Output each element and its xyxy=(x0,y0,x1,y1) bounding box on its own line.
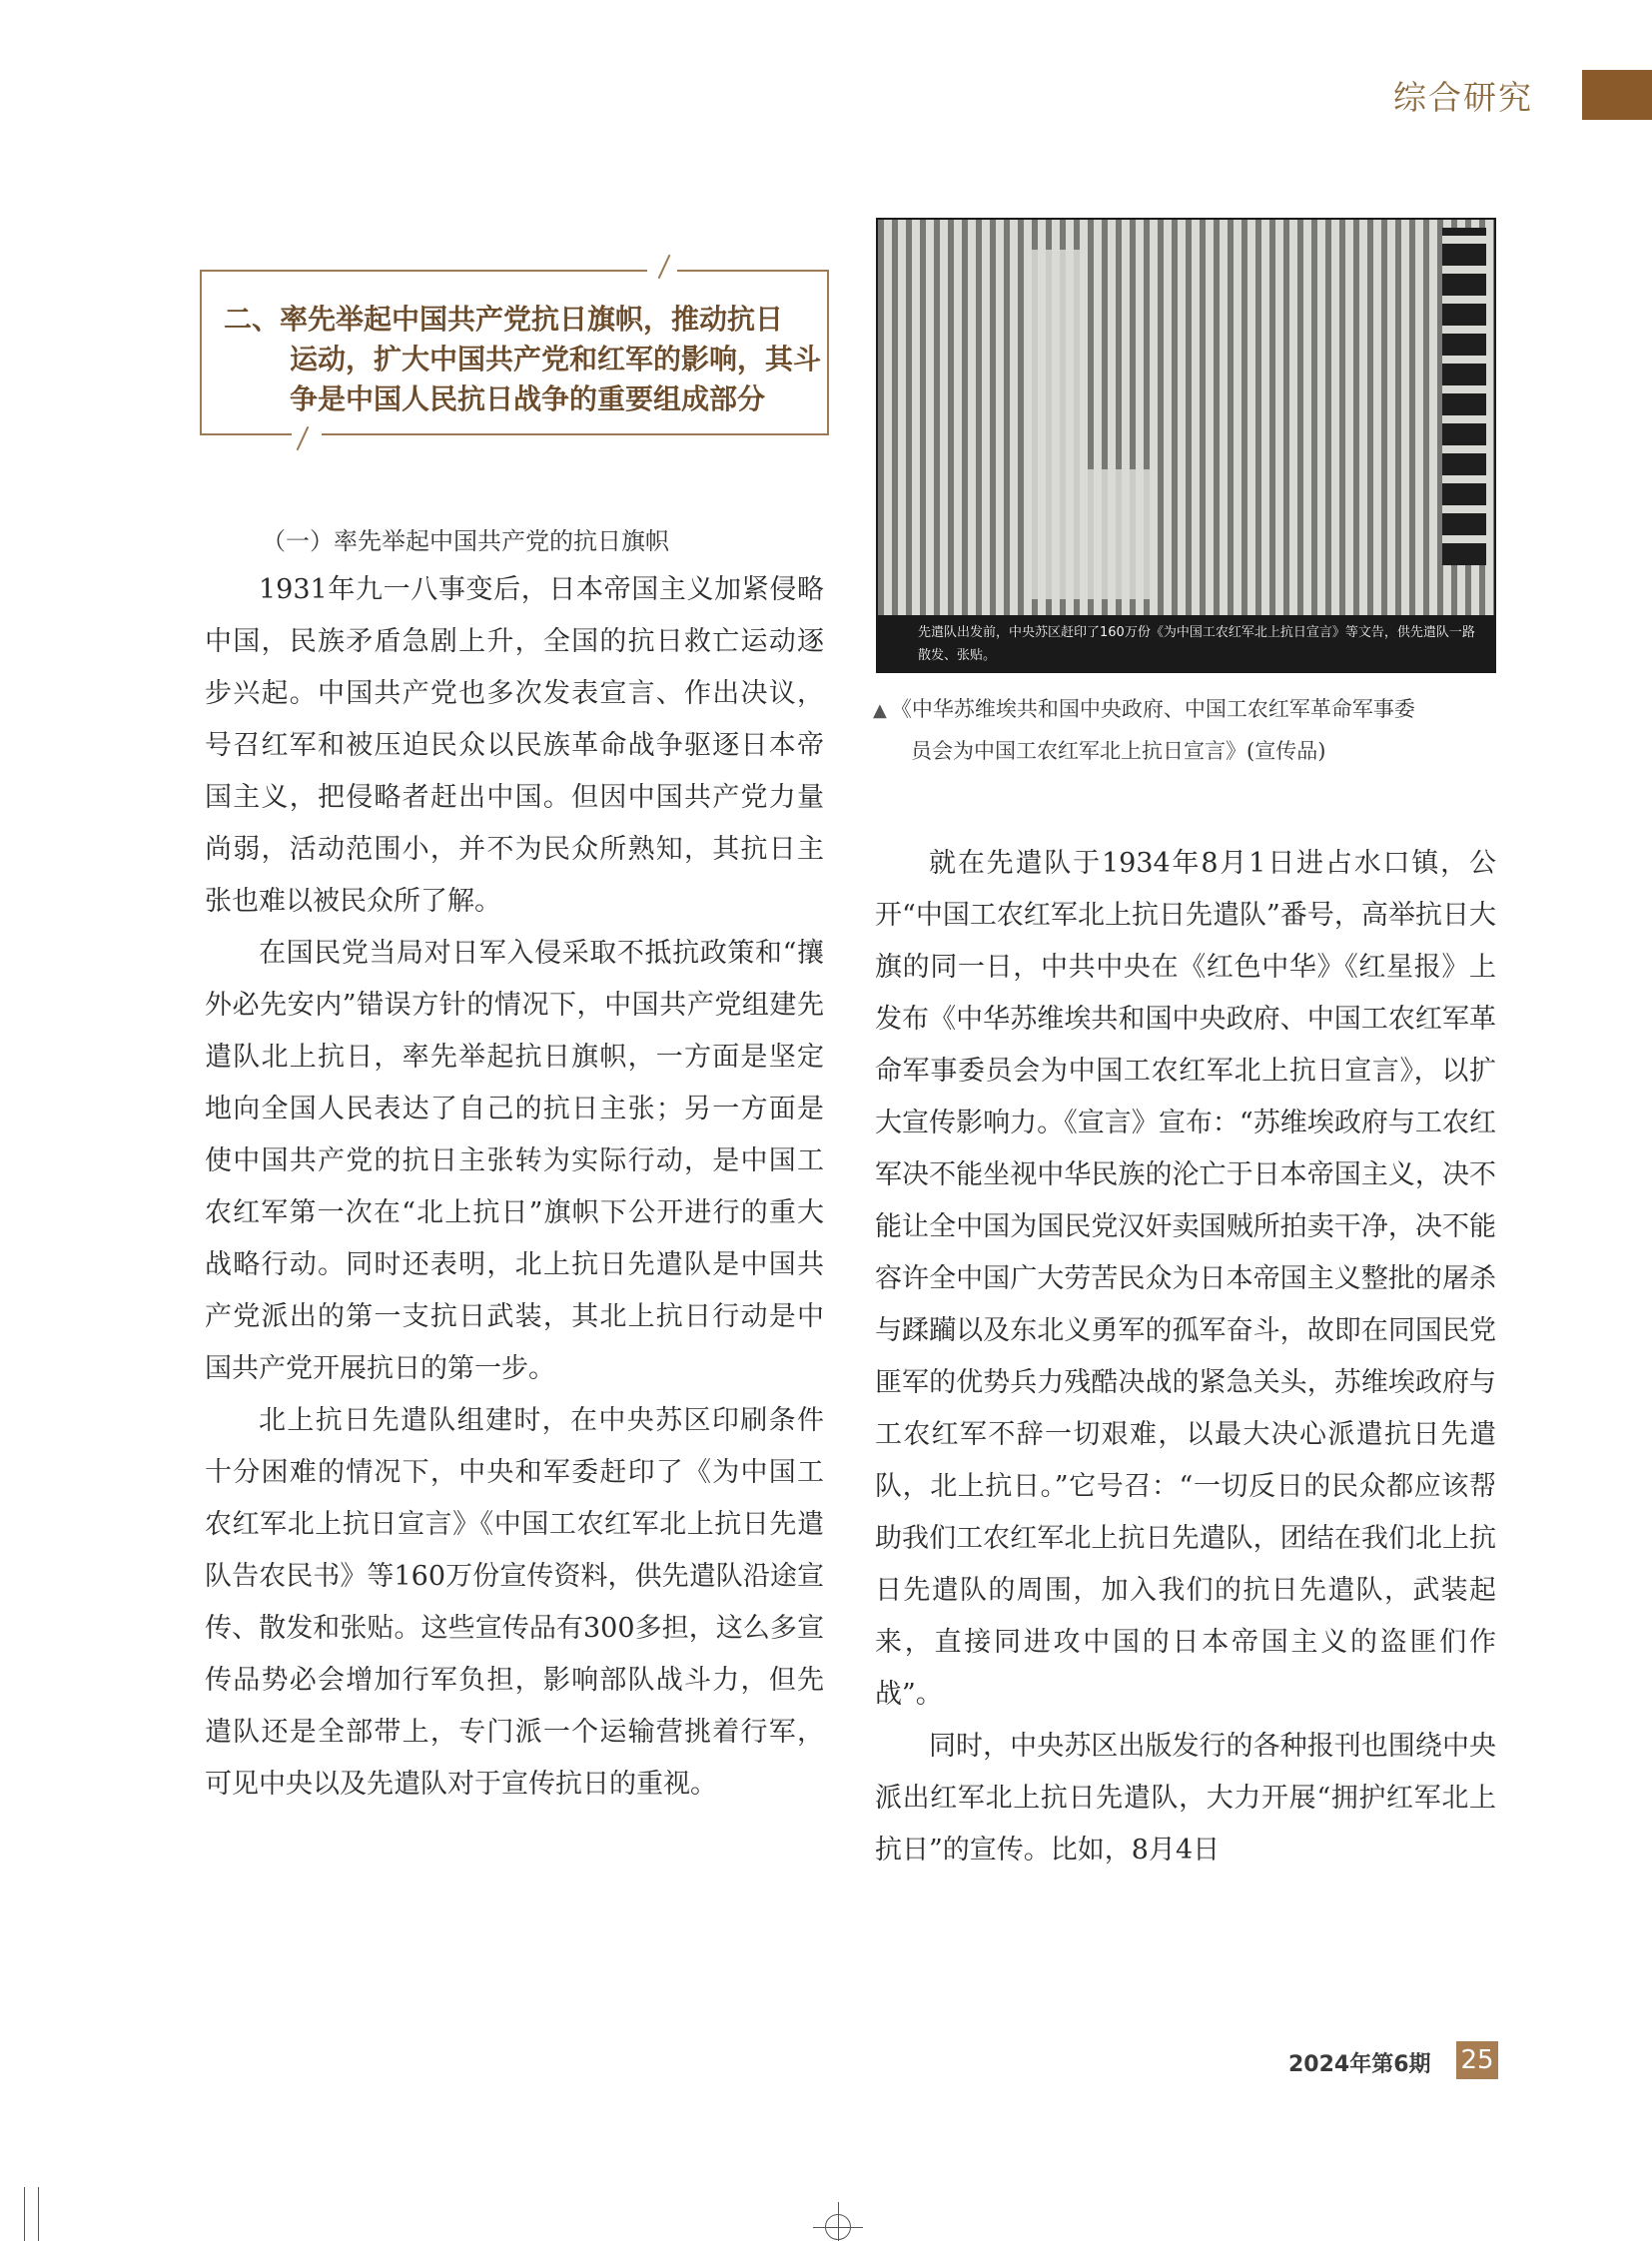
proclamation-image xyxy=(878,220,1494,615)
crop-mark xyxy=(38,2187,39,2241)
paragraph: 北上抗日先遣队组建时，在中央苏区印刷条件十分困难的情况下，中央和军委赶印了《为中国工农红军北上抗日宣言》《中国工农红军北上抗日先遣队告农民书》等160万份宣传资料，供先遣队沿途宣传、散发和张贴。这些宣传品有300多担，这么多宣传品势必会增加行军负担，影响部队战斗力，但先遣队还是全部带上，专门派一个运输营挑着行军，可见中央以及先遣队对于宣传抗日的重视。 xyxy=(205,1405,824,1800)
photo-caption xyxy=(873,689,1496,771)
issue-label: 2024年第6期 xyxy=(1288,2052,1431,2077)
registration-mark-line xyxy=(838,2202,839,2241)
paragraph: 1931年九一八事变后，日本帝国主义加紧侵略中国，民族矛盾急剧上升，全国的抗日救亡运动逐步兴起。中国共产党也多次发表宣言、作出决议，号召红军和被压迫民众以民族革命战争驱逐日本帝国主义，把侵略者赶出中国。但因中国共产党力量尚弱，活动范围小，并不为民众所熟知，其抗日主张也难以被民众所了解。 xyxy=(205,574,824,917)
crop-mark xyxy=(24,2187,25,2241)
section-color-bar xyxy=(1582,70,1652,120)
triangle-icon: ▲ xyxy=(873,700,887,721)
left-column xyxy=(205,564,824,1811)
section-label: 综合研究 xyxy=(1393,78,1533,117)
section-heading-line1: 二、率先举起中国共产党抗日旗帜，推动抗日 xyxy=(224,303,784,336)
paragraph: 就在先遣队于1934年8月1日进占水口镇，公开“中国工农红军北上抗日先遣队”番号，高举抗日大旗的同一日，中共中央在《红色中华》《红星报》上发布《中华苏维埃共和国中央政府、中国工农红军革命军事委员会为中国工农红军北上抗日宣言》，以扩大宣传影响力。《宣言》宣布：“苏维埃政府与工农红军决不能坐视中华民族的沦亡于日本帝国主义，决不能让全中国为国民党汉奸卖国贼所拍卖干净，决不能容许全中国广大劳苦民众为日本帝国主义整批的屠杀与蹂躏以及东北义勇军的孤军奋斗，故即在同国民党匪军的优势兵力残酷决战的紧急关头，苏维埃政府与工农红军不辞一切艰难，以最大决心派遣抗日先遣队，北上抗日。”它号召：“一切反日的民众都应该帮助我们工农红军北上抗日先遣队，团结在我们北上抗日先遣队的周围，加入我们的抗日先遣队，武装起来，直接同进攻中国的日本帝国主义的盗匪们作战”。 xyxy=(875,848,1496,1710)
historical-document-photo xyxy=(876,218,1496,673)
registration-mark-line xyxy=(813,2227,863,2228)
section-heading xyxy=(224,300,823,419)
section-heading-continuation: 运动，扩大中国共产党和红军的影响，其斗争是中国人民抗日战争的重要组成部分 xyxy=(290,343,822,415)
photo-caption-line1: 《中华苏维埃共和国中央政府、中国工农红军革命军事委 xyxy=(890,697,1415,721)
page-number: 25 xyxy=(1456,2041,1498,2079)
photo-inner-caption: 先遣队出发前，中央苏区赶印了160万份《为中国工农红军北上抗日宣言》等文告，供先遣队一路散发、张贴。 xyxy=(918,625,1475,663)
paragraph: 同时，中央苏区出版发行的各种报刊也围绕中央派出红军北上抗日先遣队，大力开展“拥护红军北上抗日”的宣传。比如，8月4日 xyxy=(875,1731,1496,1866)
paragraph: 在国民党当局对日军入侵采取不抵抗政策和“攘外必先安内”错误方针的情况下，中国共产党组建先遣队北上抗日，率先举起抗日旗帜，一方面是坚定地向全国人民表达了自己的抗日主张；另一方面是使中国共产党的抗日主张转为实际行动，是中国工农红军第一次在“北上抗日”旗帜下公开进行的重大战略行动。同时还表明，北上抗日先遣队是中国共产党派出的第一支抗日武装，其北上抗日行动是中国共产党开展抗日的第一步。 xyxy=(205,938,824,1384)
photo-caption-line2: 员会为中国工农红军北上抗日宣言》(宣传品) xyxy=(911,739,1326,763)
subheading: （一）率先举起中国共产党的抗日旗帜 xyxy=(262,527,669,555)
right-column xyxy=(875,838,1496,1876)
